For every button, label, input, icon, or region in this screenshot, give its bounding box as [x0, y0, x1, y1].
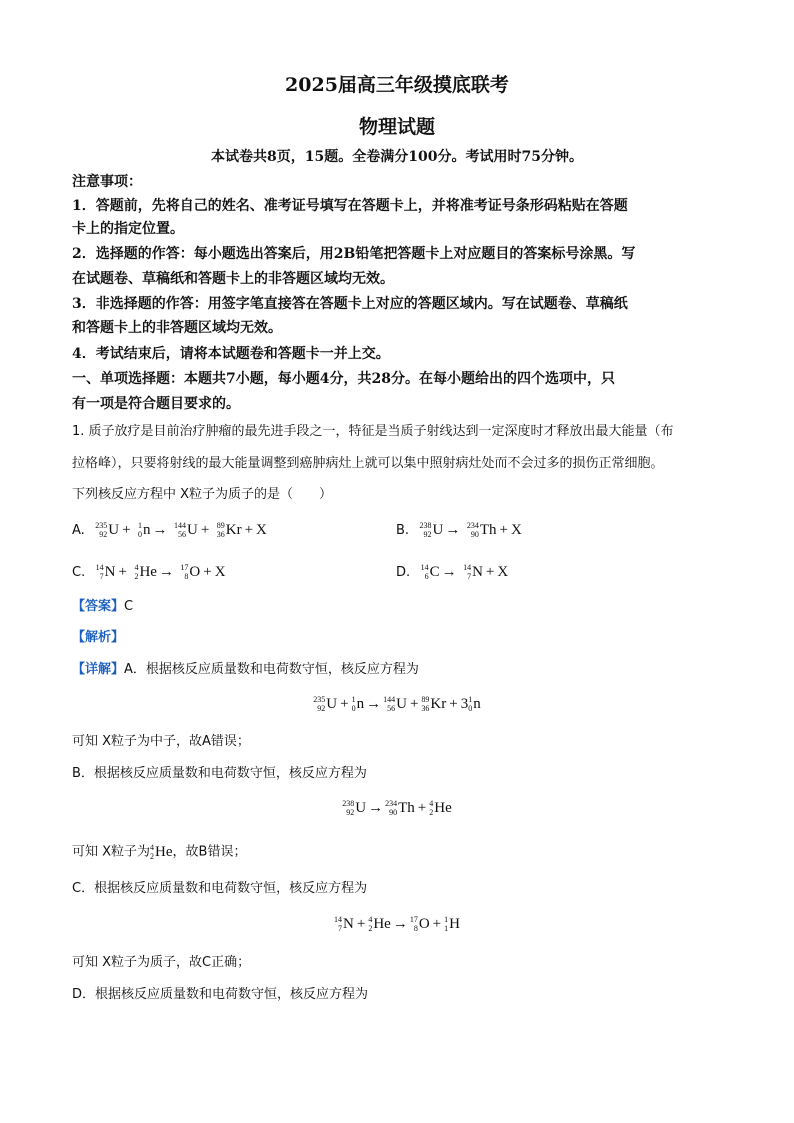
- question-stem: 拉格峰），只要将射线的最大能量调整到癌肿病灶上就可以集中照射病灶处而不会过多的损伤正常细胞。: [72, 456, 664, 471]
- notice-line: 4．考试结束后，请将本试题卷和答题卡一并上交。: [72, 346, 390, 362]
- nuclide-kr89: 89 36 Kr: [216, 521, 242, 539]
- nuclide-o17: 17 8 O: [180, 563, 201, 581]
- option-label: A.: [72, 523, 85, 538]
- option-c: C. 14 7 N + 4 2 He → 17 8 O + X: [72, 563, 226, 581]
- analysis-label: 【解析】: [72, 630, 125, 645]
- notice-line: 和答题卡上的非答题区域均无效。: [72, 320, 282, 336]
- intro-d: D．根据核反应质量数和电荷数守恒，核反应方程为: [72, 987, 369, 1002]
- nuclide-u144: 144 56 U: [173, 521, 198, 539]
- nuclide-n14: 14 7 N: [95, 563, 116, 581]
- conclusion-c: 可知 X粒子为质子，故C正确；: [72, 955, 251, 970]
- conclusion-b: 可知 X粒子为 4 2 He ，故B错误；: [72, 843, 247, 861]
- option-b: B. 238 92 U → 234 90 Th + X: [396, 521, 522, 539]
- nuclide-n14: 14 7 N: [463, 563, 483, 581]
- section-heading: 有一项是符合题目要求的。: [72, 396, 240, 412]
- question-stem: 下列核反应方程中 X粒子为质子的是（ ）: [72, 487, 333, 502]
- equation-c: 14 7 N + 4 2 He → 17 8 O + 1 1 H: [334, 915, 460, 933]
- question-stem: 1. 质子放疗是目前治疗肿瘤的最先进手段之一，特征是当质子射线达到一定深度时才释放出最大能量（布: [72, 424, 674, 439]
- notice-line: 卡上的指定位置。: [72, 221, 184, 237]
- nuclide-u238: 238 92 U: [419, 521, 444, 539]
- notice-line: 3．非选择题的作答：用签字笔直接答在答题卡上对应的答题区域内。写在试题卷、草稿纸: [72, 296, 628, 312]
- option-label: C.: [72, 565, 86, 580]
- detail-text: A．根据核反应质量数和电荷数守恒，核反应方程为: [124, 662, 419, 677]
- equation-b: 238 92 U → 234 90 Th + 4 2 He: [342, 799, 452, 817]
- detail-line: [72, 660, 419, 680]
- conclusion-a: 可知 X粒子为中子，故A错误；: [72, 734, 250, 749]
- answer-value: C: [124, 599, 134, 614]
- notice-line: 1．答题前，先将自己的姓名、准考证号填写在答题卡上，并将准考证号条形码粘贴在答题: [72, 198, 628, 214]
- detail-label: 【详解】: [72, 662, 125, 677]
- option-label: B.: [396, 523, 410, 538]
- nuclide-th234: 234 90 Th: [466, 521, 497, 539]
- option-d: D. 14 6 C → 14 7 N + X: [396, 563, 509, 581]
- section-heading: 一、单项选择题：本题共7小题，每小题4分，共28分。在每小题给出的四个选项中，只: [72, 371, 615, 387]
- notice-line: 在试题卷、草稿纸和答题卡上的非答题区域均无效。: [72, 271, 394, 287]
- intro-c: C．根据核反应质量数和电荷数守恒，核反应方程为: [72, 881, 368, 896]
- nuclide-u235: 235 92 U: [95, 521, 120, 539]
- option-a: A. 235 92 U + 1 0 n → 144 56 U + 89 36 Kr + X: [72, 521, 267, 539]
- notice-line: 2．选择题的作答：每小题选出答案后，用2B铅笔把答题卡上对应题目的答案标号涂黑。写: [72, 246, 636, 262]
- nuclide-n1: 1 0 n: [138, 521, 151, 539]
- option-label: D.: [396, 565, 411, 580]
- equation-a: 235 92 U + 1 0 n → 144 56 U + 89 36 Kr + 3 1 0 n: [313, 695, 481, 713]
- notice-heading: 注意事项：: [72, 174, 142, 190]
- exam-info: 本试卷共8页，15题。全卷满分100分。考试用时75分钟。: [211, 149, 583, 165]
- answer-line: [72, 597, 133, 617]
- intro-b: B．根据核反应质量数和电荷数守恒，核反应方程为: [72, 766, 367, 781]
- exam-title: 2025届高三年级摸底联考: [285, 74, 509, 96]
- answer-label: 【答案】: [72, 599, 125, 614]
- exam-subject: 物理试题: [358, 116, 435, 138]
- nuclide-he4: 4 2 He: [134, 563, 157, 581]
- nuclide-c14: 14 6 C: [420, 563, 440, 581]
